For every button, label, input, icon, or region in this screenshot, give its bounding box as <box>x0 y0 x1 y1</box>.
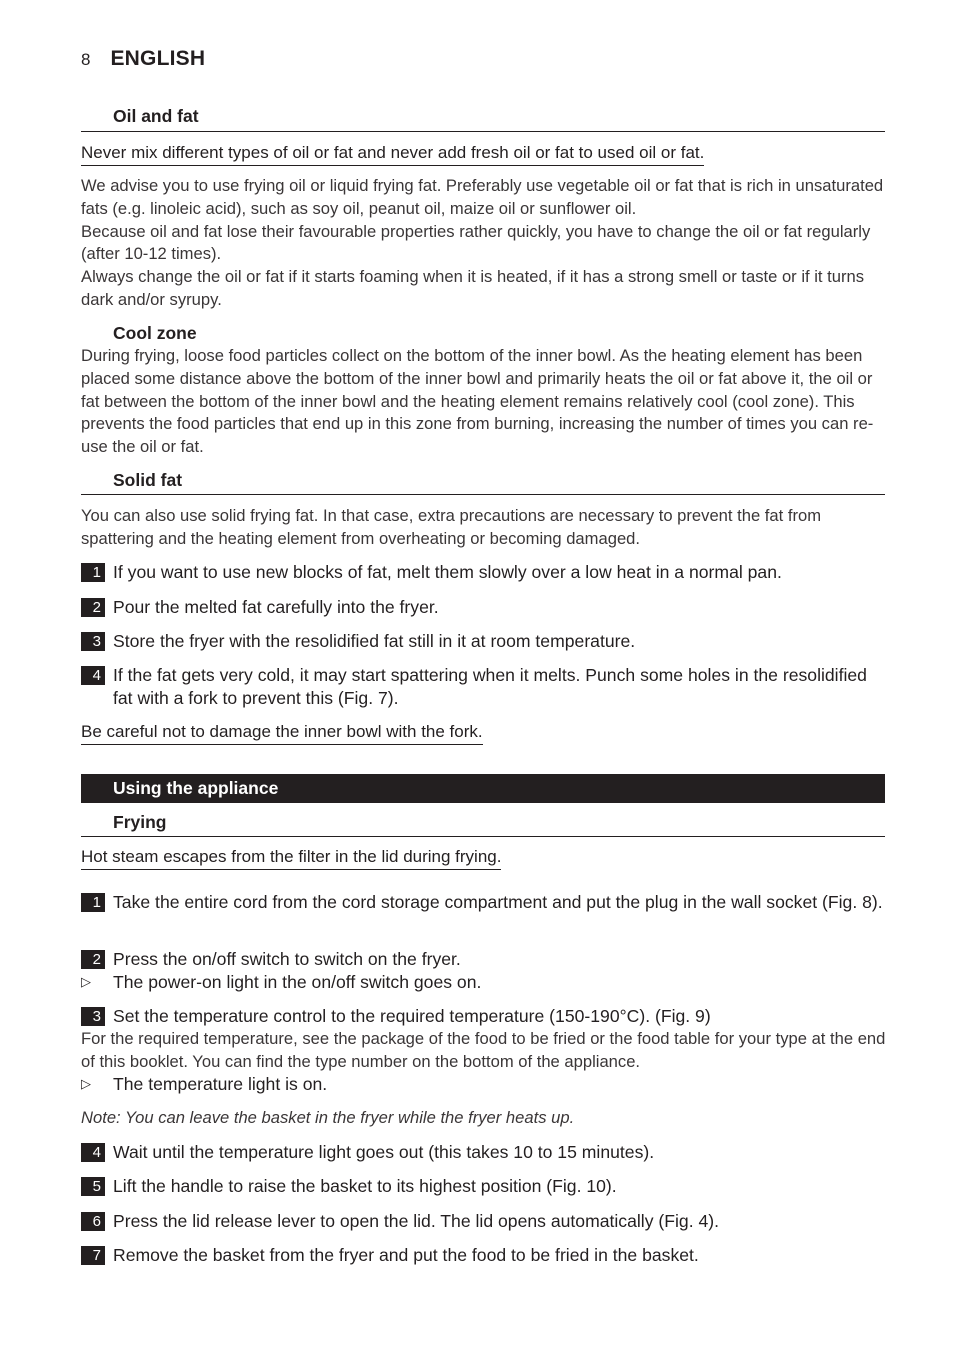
step-frying-5 <box>81 1175 885 1198</box>
section-title-cool-zone: Cool zone <box>113 323 197 343</box>
step-frying-2 <box>81 948 885 971</box>
warning-fork: Be careful not to damage the inner bowl with the fork. <box>81 721 483 745</box>
step-text: Pour the melted fat carefully into the fryer. <box>113 597 439 617</box>
step-solid-fat-1 <box>81 561 885 584</box>
step-text: If the fat gets very cold, it may start spattering when it melts. Punch some holes in the resolidified fat with a fork to prevent this (Fig. 7). <box>113 665 867 708</box>
section-title-oil-and-fat: Oil and fat <box>81 106 885 132</box>
language-heading: ENGLISH <box>110 47 206 70</box>
step-number-badge: 1 <box>81 563 105 582</box>
step-number-badge: 7 <box>81 1246 105 1265</box>
section-title-solid-fat: Solid fat <box>81 470 885 495</box>
step-number-badge: 1 <box>81 893 105 912</box>
oil-fat-body: We advise you to use frying oil or liquid frying fat. Preferably use vegetable oil or fat that is rich in unsaturated fats (e.g. linoleic acid), such as soy oil, peanut oil, maize oil or sunflower oil. Because oil and fat lose their favourable properties rather quickly, you have to change the oil or fat regularly (after 10-12 times). Always change the oil or fat if it starts foaming when it is heated, if it has a strong smell or taste or if it turns dark and/or syrupy. <box>81 176 884 309</box>
step-frying-7 <box>81 1244 885 1267</box>
result-temperature-light <box>81 1073 885 1096</box>
step-number-badge: 5 <box>81 1177 105 1196</box>
step-frying-1 <box>81 891 885 914</box>
step-text: Set the temperature control to the required temperature (150-190°C). (Fig. 9) <box>113 1006 711 1026</box>
step-number-badge: 2 <box>81 950 105 969</box>
step-frying-6 <box>81 1210 885 1233</box>
step-number-badge: 3 <box>81 1007 105 1026</box>
step-text: Wait until the temperature light goes out (this takes 10 to 15 minutes). <box>113 1142 655 1162</box>
step-text: Lift the handle to raise the basket to its highest position (Fig. 10). <box>113 1176 617 1196</box>
step-number-badge: 3 <box>81 632 105 651</box>
warning-hot-steam: Hot steam escapes from the filter in the lid during frying. <box>81 846 501 870</box>
result-text: The temperature light is on. <box>113 1074 328 1094</box>
chapter-bar-using-the-appliance: Using the appliance <box>81 774 885 803</box>
step-text: Press the lid release lever to open the lid. The lid opens automatically (Fig. 4). <box>113 1211 719 1231</box>
step-number-badge: 4 <box>81 1143 105 1162</box>
step-text: Remove the basket from the fryer and put the food to be fried in the basket. <box>113 1245 699 1265</box>
step-text: Press the on/off switch to switch on the fryer. <box>113 949 461 969</box>
step-number-badge: 2 <box>81 598 105 617</box>
result-arrow-icon: ▷ <box>81 1076 91 1091</box>
page-header <box>81 47 205 75</box>
step-solid-fat-3 <box>81 630 885 653</box>
step-solid-fat-4 <box>81 664 885 710</box>
temperature-note: For the required temperature, see the package of the food to be fried or the food table for your type at the end of this booklet. You can find the type number on the bottom of the appliance. <box>81 1029 886 1071</box>
step-text: Take the entire cord from the cord storage compartment and put the plug in the wall socket (Fig. 8). <box>113 892 883 912</box>
section-title-frying: Frying <box>81 812 885 837</box>
step-solid-fat-2 <box>81 596 885 619</box>
step-frying-3 <box>81 1005 885 1028</box>
result-power-light <box>81 971 885 994</box>
solid-fat-body: You can also use solid frying fat. In that case, extra precautions are necessary to prevent the fat from spattering and the heating element from overheating or becoming damaged. <box>81 506 822 548</box>
step-text: Store the fryer with the resolidified fat still in it at room temperature. <box>113 631 636 651</box>
cool-zone-body: During frying, loose food particles collect on the bottom of the inner bowl. As the heating element has been placed some distance above the bottom of the inner bowl and primarily heats the oil or fat above it, the oil or fat between the bottom of the inner bowl and the heating element remains relatively cool (cool zone). This prevents the food particles that end up in this zone from burning, increasing the number of times you can re-use the oil or fat. <box>81 346 874 457</box>
result-arrow-icon: ▷ <box>81 974 91 989</box>
warning-oil-mixing: Never mix different types of oil or fat and never add fresh oil or fat to used oil or fat. <box>81 142 704 166</box>
step-frying-4 <box>81 1141 885 1164</box>
note-basket: Note: You can leave the basket in the fryer while the fryer heats up. <box>81 1108 575 1127</box>
step-number-badge: 4 <box>81 666 105 685</box>
step-number-badge: 6 <box>81 1212 105 1231</box>
result-text: The power-on light in the on/off switch goes on. <box>113 972 482 992</box>
step-text: If you want to use new blocks of fat, melt them slowly over a low heat in a normal pan. <box>113 562 782 582</box>
page-number: 8 <box>81 50 91 69</box>
